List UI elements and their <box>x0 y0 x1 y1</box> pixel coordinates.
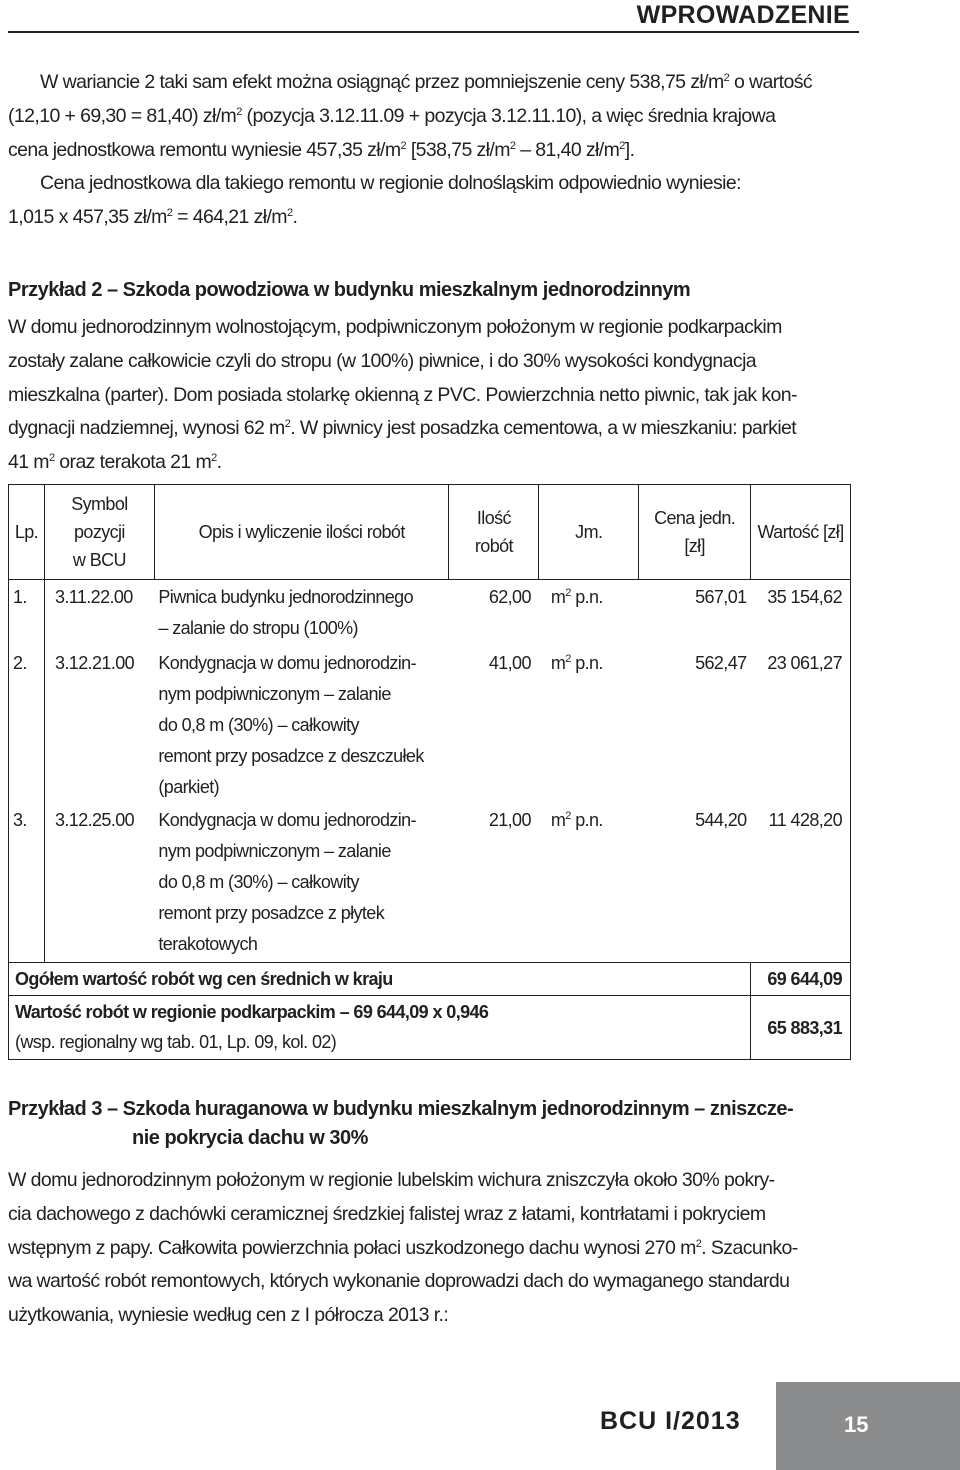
table-row <box>9 580 851 649</box>
row-value: 11 428,20 <box>751 805 851 963</box>
journal-issue: BCU I/2013 <box>600 1407 741 1435</box>
header-description: Opis i wyliczenie ilości robót <box>154 485 449 580</box>
example-2-paragraph <box>8 311 851 480</box>
row-description: Kondygnacja w domu jednorodzin- nym podpiwniczonym – zalanie do 0,8 m (30%) – całkowity remont przy posadzce z deszczułek (parkiet) <box>158 653 424 797</box>
header-lp: Lp. <box>9 485 45 580</box>
row-quantity: 62,00 <box>488 587 531 607</box>
row-symbol: 3.12.25.00 <box>44 805 154 963</box>
example-2-line-1: W domu jednorodzinnym wolnostojącym, podpiwniczonym położonym w regionie podkarpackim <box>8 316 782 338</box>
header-value: Wartość [zł] <box>751 485 851 580</box>
row-symbol: 3.11.22.00 <box>44 580 154 649</box>
example-3-paragraph <box>8 1164 851 1333</box>
intro-line-1: W wariancie 2 taki sam efekt można osiągnąć przez pomniejszenie ceny 538,75 $zł/m^2$ o wartość <box>40 71 812 93</box>
total-value: 69 644,09 <box>751 963 851 996</box>
section-title: WPROWADZENIE <box>636 1 850 29</box>
example-3-heading <box>8 1098 793 1150</box>
row-quantity: 21,00 <box>488 810 531 830</box>
table-row <box>9 648 851 805</box>
example-2-line-5: 41 $m^2$ oraz terakota 21 $m^2$. <box>8 451 222 474</box>
example-3-line-1: W domu jednorodzinnym położonym w regionie lubelskim wichura zniszczyła około 30% pokry- <box>8 1169 775 1191</box>
header-quantity: Ilość robót <box>449 485 539 580</box>
row-lp: 1. <box>9 580 45 649</box>
table-row <box>9 805 851 963</box>
example-3-heading-line-2: nie pokrycia dachu w 30% <box>132 1127 368 1149</box>
table-header-row <box>9 485 851 580</box>
regional-label: Wartość robót w regionie podkarpackim – 69 644,09 x 0,946 <box>15 1002 489 1022</box>
example-3-line-5: użytkowania, wyniesie według cen z I półrocza 2013 r.: <box>8 1304 449 1327</box>
intro-line-2: (12,10 + 69,30 = 81,40) $zł/m^2$ (pozycja 3.12.11.09 + pozycja 3.12.11.10), a więc średnia krajowa <box>8 104 776 127</box>
example-3-line-3: wstępnym z papy. Całkowita powierzchnia połaci uszkodzonego dachu wynosi 270 $m^2$. Szacunko- <box>8 1236 798 1259</box>
row-unit-price: 562,47 <box>695 653 747 673</box>
table-total-row <box>9 963 851 996</box>
intro-line-5: 1,015 x 457,35 $zł/m^2 = 464,21$ $zł/m^2$. <box>8 206 298 229</box>
row-unit: $m^2$ p.n. <box>550 653 603 673</box>
row-unit-price: 544,20 <box>695 810 747 830</box>
row-value: 35 154,62 <box>751 580 851 649</box>
example-2-line-3: mieszkalna (parter). Dom posiada stolarkę okienną z PVC. Powierzchnia netto piwnic, tak jak kon- <box>8 383 797 406</box>
example-3-heading-line-1: Przykład 3 – Szkoda huraganowa w budynku mieszkalnym jednorodzinnym – zniszcze- <box>8 1098 794 1120</box>
regional-note: (wsp. regionalny wg tab. 01, Lp. 09, kol. 02) <box>15 1032 337 1052</box>
intro-paragraph <box>8 66 851 235</box>
example-2-line-2: zostały zalane całkowicie czyli do stropu (w 100%) piwnice, i do 30% wysokości kondygnacja <box>8 349 757 372</box>
row-unit-price: 567,01 <box>695 587 747 607</box>
cost-table <box>8 484 851 1060</box>
header-symbol: Symbol pozycji w BCU <box>44 485 154 580</box>
row-lp: 3. <box>9 805 45 963</box>
row-unit: $m^2$ p.n. <box>550 587 603 607</box>
example-2-line-4: dygnacji nadziemnej, wynosi 62 $m^2$. W piwnicy jest posadzka cementowa, a w mieszkaniu: parkiet <box>8 417 797 440</box>
example-2-heading: Przykład 2 – Szkoda powodziowa w budynku mieszkalnym jednorodzinnym <box>8 279 691 301</box>
example-3-line-2: cia dachowego z dachówki ceramicznej średzkiej falistej wraz z łatami, kontrłatami i pokryciem <box>8 1202 766 1225</box>
total-label: Ogółem wartość robót wg cen średnich w kraju <box>9 963 751 996</box>
row-value: 23 061,27 <box>751 648 851 805</box>
intro-line-4: Cena jednostkowa dla takiego remontu w regionie dolnośląskim odpowiednio wyniesie: <box>40 172 741 195</box>
header-unit: Jm. <box>539 485 639 580</box>
page-number: 15 <box>844 1412 869 1437</box>
row-lp: 2. <box>9 648 45 805</box>
row-unit: $m^2$ p.n. <box>550 810 603 830</box>
intro-line-3: cena jednostkowa remontu wyniesie 457,35 $zł/m^2$ [538,75 $zł/m^2 - 81,40$ $zł/m^2$]. <box>8 138 635 161</box>
regional-label-cell <box>9 996 751 1060</box>
example-3-line-4: wa wartość robót remontowych, których wykonanie doprowadzi dach do wymaganego standardu <box>8 1270 790 1293</box>
row-quantity: 41,00 <box>488 653 531 673</box>
row-symbol: 3.12.21.00 <box>44 648 154 805</box>
table-regional-row <box>9 996 851 1060</box>
row-description: Piwnica budynku jednorodzinnego – zalanie do stropu (100%) <box>158 587 413 638</box>
regional-value: 65 883,31 <box>751 996 851 1060</box>
header-unit-price: Cena jedn. [zł] <box>639 485 751 580</box>
header-rule <box>8 31 859 33</box>
row-description: Kondygnacja w domu jednorodzin- nym podpiwniczonym – zalanie do 0,8 m (30%) – całkowity remont przy posadzce z płytek terakotowych <box>158 810 416 954</box>
